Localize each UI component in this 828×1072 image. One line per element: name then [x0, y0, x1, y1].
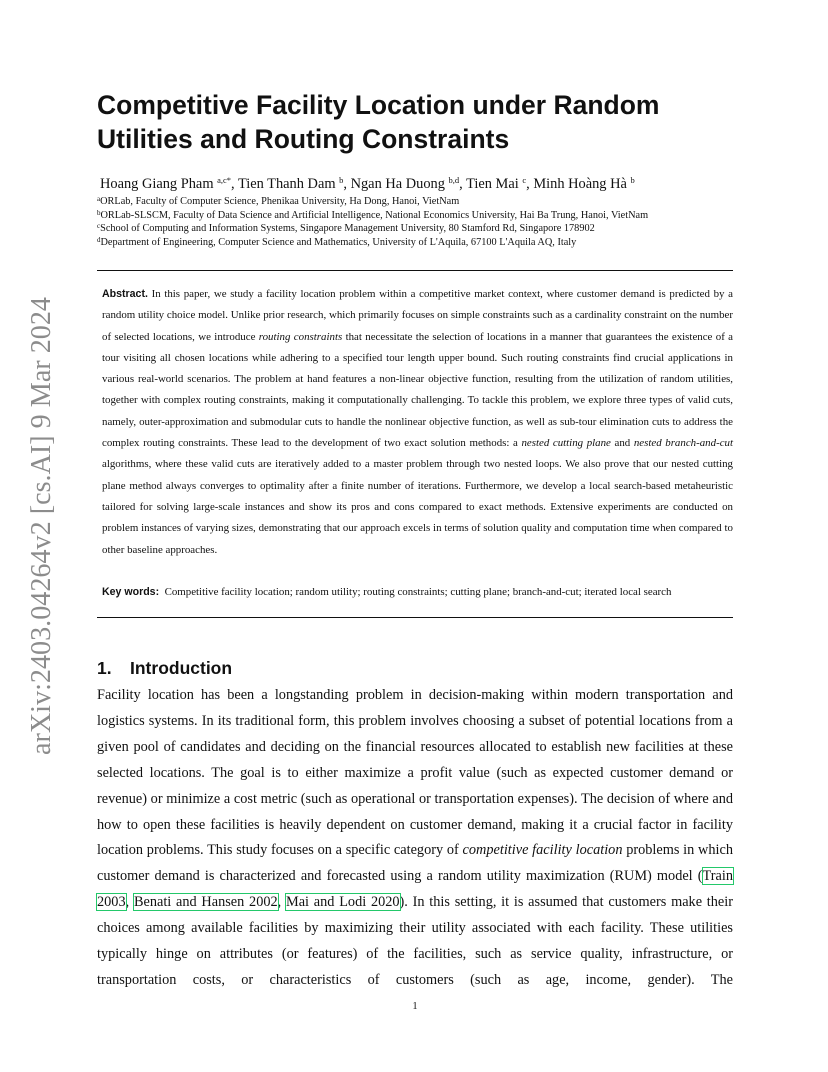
- abstract-bottom-rule: [97, 617, 733, 618]
- intro-text: Facility location has been a longstanding problem in decision-making within modern transportation and logistics systems. In its traditional form, this problem involves choosing a subset of potential locations from a given pool of candidates and deciding on the financial resources allocated to establish new facilities at these selected locations. The goal is to either maximize a profit value (such as expected customer demand or revenue) or minimize a cost metric (such as operational or transportation expenses). The decision of where and how to open these facilities is heavily dependent on customer demand, making it a crucial factor in facility location problems. This study focuses on a specific category of: [97, 687, 733, 859]
- abstract-text: that necessitate the selection of locations in a manner that guarantees the existence of a tour visiting all chosen locations while adhering to a specified tour length upper bound. Such routing constraints find crucial applications in various real-world scenarios. The problem at hand features a non-linear objective function, resulting from the utilization of random utilities, together with complex routing constraints, making it computationally challenging. To tackle this problem, we explore three types of valid cuts, namely, outer-approximation and submodular cuts to handle the nonlinear objective function, as well as sub-tour elimination cuts to address the complex routing constraints. These lead to the development of two exact solution methods: a: [102, 330, 734, 450]
- page-number: 1: [412, 1001, 418, 1012]
- abstract-top-rule: [97, 270, 733, 271]
- affiliation-label: c: [97, 222, 101, 231]
- abstract-label: Abstract.: [102, 288, 148, 300]
- affiliation-text: School of Computing and Information Systems, Singapore Management University, 80 Stamford Rd, Singapore 178902: [100, 223, 595, 235]
- abstract-text: and: [610, 437, 634, 450]
- affiliation-label: d: [97, 235, 101, 244]
- citation-link[interactable]: Benati and Hansen 2002: [133, 894, 278, 911]
- introduction-paragraph: [97, 683, 733, 994]
- affiliation-item: [97, 209, 733, 223]
- author-affiliation-marker: a,c*: [217, 175, 232, 185]
- abstract-emphasis: routing constraints: [258, 330, 343, 343]
- section-heading: [97, 656, 232, 680]
- author-separator: ,: [459, 176, 467, 192]
- keywords-block: [102, 582, 733, 603]
- arxiv-stamp-text: arXiv:2403.04264v2 [cs.AI] 9 Mar 2024: [26, 299, 57, 755]
- author-list: [100, 174, 720, 194]
- citation-separator: ,: [277, 894, 286, 911]
- author-name: Tien Mai: [466, 176, 519, 192]
- abstract-emphasis: nested cutting plane: [521, 437, 611, 450]
- section-title: Introduction: [130, 658, 233, 678]
- abstract-text: algorithms, where these valid cuts are iteratively added to a master problem through two nested loops. We also prove that our nested cutting plane method always converges to optimality after a finite number of iterations. Furthermore, we develop a local search-based metaheuristic tailored for solving large-scale instances and show its pros and cons compared to exact methods. Extensive experiments are conducted on problem instances of varying sizes, demonstrating that our approach excels in terms of solution quality and computation time when compared to other baseline approaches.: [102, 458, 733, 556]
- author-separator: ,: [231, 176, 238, 192]
- affiliation-label: a: [97, 195, 101, 203]
- paper-title: [97, 88, 733, 156]
- title-line-2: Utilities and Routing Constraints: [97, 124, 510, 154]
- abstract-block: [102, 284, 733, 561]
- author-name: Minh Hoàng Hà: [533, 176, 627, 192]
- intro-text: ). In this setting, it is assumed that customers make their choices among available facilities by maximizing their utility associated with each facility. These utilities typically hinge on attributes (or features) of the facilities, such as service quality, infrastructure, or transportation costs, or characteristics of customers (such as age, income, gender). The: [97, 894, 734, 988]
- arxiv-identifier-stamp: [10, 297, 66, 755]
- author-affiliation-marker: b: [630, 175, 635, 185]
- citation-link[interactable]: Mai and Lodi 2020: [286, 894, 400, 911]
- affiliation-text: ORLab, Faculty of Computer Science, Phenikaa University, Ha Dong, Hanoi, VietNam: [100, 196, 460, 207]
- author-affiliation-marker: b: [339, 175, 344, 185]
- section-number: 1.: [97, 658, 112, 678]
- citation-separator: ,: [125, 894, 134, 911]
- citation-link[interactable]: Train 2003: [97, 868, 733, 911]
- author-name: Tien Thanh Dam: [237, 176, 336, 192]
- intro-emphasis: competitive facility location: [462, 842, 623, 859]
- affiliation-item: [97, 195, 733, 209]
- affiliation-label: b: [97, 208, 101, 217]
- author-affiliation-marker: b,d: [448, 175, 460, 185]
- intro-text: problems in which customer demand is characterized and forecasted using a random utility maximization (RUM) model (: [97, 842, 733, 885]
- affiliation-item: [97, 222, 733, 236]
- affiliation-text: Department of Engineering, Computer Science and Mathematics, University of L'Aquila, 67100 L'Aquila AQ, Italy: [100, 236, 577, 248]
- keywords-text: Competitive facility location; random utility; routing constraints; cutting plane; branch-and-cut; iterated local search: [164, 586, 672, 598]
- author-separator: ,: [343, 176, 351, 192]
- author-affiliation-marker: c: [522, 175, 527, 185]
- affiliation-item: [97, 236, 733, 250]
- author-name: Ngan Ha Duong: [350, 176, 445, 192]
- author-separator: ,: [526, 176, 534, 192]
- abstract-emphasis: nested branch-and-cut: [633, 437, 733, 450]
- abstract-text: In this paper, we study a facility location problem within a competitive market context, where customer demand is predicted by a random utility choice model. Unlike prior research, which primarily focuses on simple constraints such as a cardinality constraint on the number of selected locations, we introduce: [102, 288, 733, 343]
- affiliation-list: [97, 195, 733, 249]
- title-line-1: Competitive Facility Location under Random: [97, 90, 660, 120]
- author-name: Hoang Giang Pham: [100, 176, 214, 192]
- keywords-label: Key words:: [102, 586, 160, 598]
- affiliation-text: ORLab-SLSCM, Faculty of Data Science and Artificial Intelligence, National Economics University, Hai Ba Trung, Hanoi, VietNam: [100, 209, 649, 221]
